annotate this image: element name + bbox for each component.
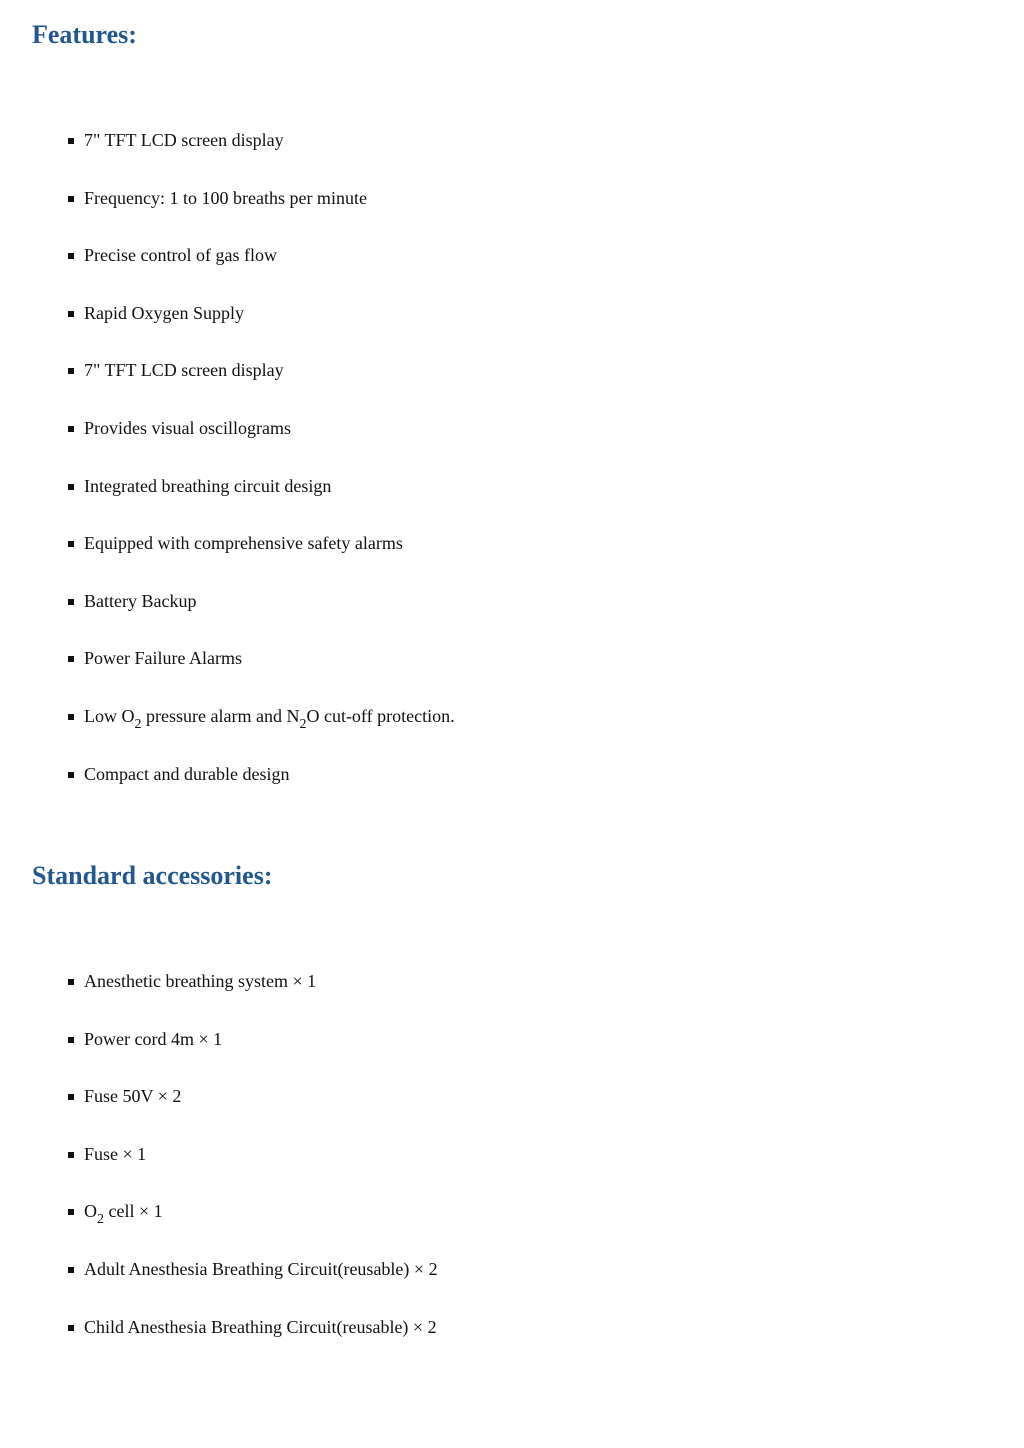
square-bullet-icon <box>68 1325 74 1331</box>
list-item <box>0 1142 438 1200</box>
list-item-text: Fuse × 1 <box>84 1143 147 1164</box>
list-item <box>0 1027 438 1085</box>
list-item <box>0 762 455 820</box>
list-item-text: Equipped with comprehensive safety alarms <box>84 533 403 554</box>
list-item <box>0 589 455 647</box>
square-bullet-icon <box>68 1037 74 1043</box>
list-item <box>0 1257 438 1315</box>
square-bullet-icon <box>68 253 74 259</box>
list-item <box>0 704 455 762</box>
square-bullet-icon <box>68 138 74 144</box>
square-bullet-icon <box>68 1209 74 1215</box>
features-list <box>0 128 455 819</box>
list-item <box>0 969 438 1027</box>
square-bullet-icon <box>68 196 74 202</box>
subscript: 2 <box>97 1212 104 1228</box>
list-item-text: Anesthetic breathing system × 1 <box>84 971 317 991</box>
square-bullet-icon <box>68 714 74 720</box>
list-item-text: Adult Anesthesia Breathing Circuit(reusable) × 2 <box>84 1258 438 1279</box>
square-bullet-icon <box>68 979 74 985</box>
list-item-text <box>84 1201 163 1228</box>
list-item-text: Compact and durable design <box>84 763 290 784</box>
square-bullet-icon <box>68 1152 74 1158</box>
list-item <box>0 1315 438 1373</box>
list-item-text: Power cord 4m × 1 <box>84 1028 223 1049</box>
square-bullet-icon <box>68 426 74 432</box>
text-fragment: Low O <box>84 705 135 726</box>
list-item <box>0 1084 438 1142</box>
square-bullet-icon <box>68 772 74 778</box>
list-item <box>0 358 455 416</box>
square-bullet-icon <box>68 1267 74 1273</box>
square-bullet-icon <box>68 368 74 374</box>
text-fragment: O <box>84 1201 97 1222</box>
list-item <box>0 646 455 704</box>
list-item <box>0 474 455 532</box>
list-item-text: Rapid Oxygen Supply <box>84 302 244 323</box>
list-item <box>0 1199 438 1257</box>
list-item-text: Power Failure Alarms <box>84 648 242 669</box>
list-item <box>0 128 455 186</box>
square-bullet-icon <box>68 541 74 547</box>
list-item-text: 7" TFT LCD screen display <box>84 130 284 150</box>
text-fragment: cell × 1 <box>104 1201 163 1222</box>
list-item-text: Fuse 50V × 2 <box>84 1086 182 1107</box>
list-item-text: Child Anesthesia Breathing Circuit(reusable) × 2 <box>84 1316 437 1337</box>
list-item <box>0 186 455 244</box>
list-item <box>0 416 455 474</box>
square-bullet-icon <box>68 599 74 605</box>
list-item <box>0 531 455 589</box>
list-item-text: 7" TFT LCD screen display <box>84 360 284 381</box>
list-item-text: Provides visual oscillograms <box>84 417 291 438</box>
list-item-text: Frequency: 1 to 100 breaths per minute <box>84 187 367 208</box>
list-item-text: Precise control of gas flow <box>84 245 277 266</box>
text-fragment: pressure alarm and N <box>141 705 300 726</box>
accessories-heading: Standard accessories: <box>32 861 273 890</box>
square-bullet-icon <box>68 656 74 662</box>
subscript: 2 <box>134 716 142 732</box>
list-item <box>0 243 455 301</box>
square-bullet-icon <box>68 1094 74 1100</box>
text-fragment: O cut-off protection. <box>306 705 455 726</box>
features-heading: Features: <box>32 20 137 49</box>
square-bullet-icon <box>68 311 74 317</box>
accessories-list <box>0 969 438 1372</box>
list-item-text: Battery Backup <box>84 590 197 611</box>
list-item-text <box>84 705 455 732</box>
list-item <box>0 301 455 359</box>
square-bullet-icon <box>68 484 74 490</box>
subscript: 2 <box>299 716 307 732</box>
list-item-text: Integrated breathing circuit design <box>84 475 332 496</box>
